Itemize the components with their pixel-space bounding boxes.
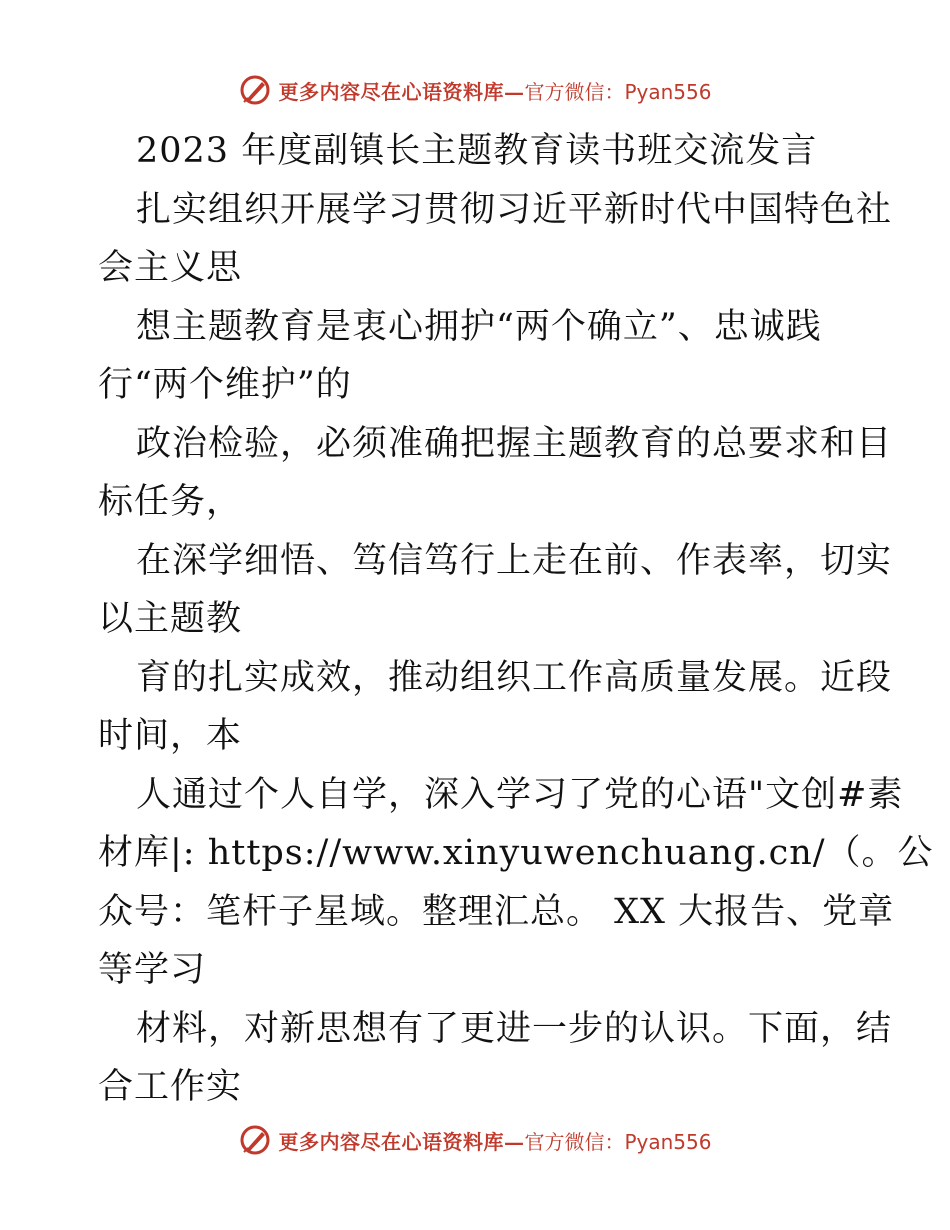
paragraph-line: 扎实组织开展学习贯彻习近平新时代中国特色社 xyxy=(136,189,893,230)
paragraph-line: 在深学细悟、笃信笃行上走在前、作表率，切实 xyxy=(136,540,893,581)
document-title: 2023 年度副镇长主题教育读书班交流发言 xyxy=(136,131,818,171)
paragraph-line: 材库|: https://www.xinyuwenchuang.cn/（。公 xyxy=(98,833,934,873)
paragraph-line: 想主题教育是衷心拥护“两个确立”、忠诚践 xyxy=(136,306,822,347)
paragraph-line: 合工作实 xyxy=(98,1067,243,1107)
paragraph-line: 众号：笔杆子星域。整理汇总。 XX 大报告、党章 xyxy=(98,891,895,932)
banner-main-text: 更多内容尽在心语资料库— xyxy=(278,1129,525,1154)
footer-watermark-banner xyxy=(0,1120,950,1160)
paragraph-line: 标任务， xyxy=(98,482,243,522)
paragraph-line: 材料，对新思想有了更进一步的认识。下面，结 xyxy=(136,1008,893,1049)
paragraph-line: 育的扎实成效，推动组织工作高质量发展。近段 xyxy=(136,657,893,698)
paragraph-line: 行“两个维护”的 xyxy=(98,365,352,405)
banner-main-text: 更多内容尽在心语资料库— xyxy=(278,79,525,104)
banner-wechat-text: 官方微信：Pyan556 xyxy=(524,79,712,104)
paragraph-line: 人通过个人自学，深入学习了党的心语"文创#素 xyxy=(136,774,904,815)
quill-pen-logo-icon xyxy=(238,73,272,107)
paragraph-line: 以主题教 xyxy=(98,599,243,639)
quill-pen-logo-icon xyxy=(238,1123,272,1157)
header-watermark-banner xyxy=(0,70,950,110)
document-body xyxy=(98,122,934,1117)
banner-wechat-text: 官方微信：Pyan556 xyxy=(524,1129,712,1154)
paragraph-line: 会主义思 xyxy=(98,248,243,288)
paragraph-line: 政治检验，必须准确把握主题教育的总要求和目 xyxy=(136,423,893,464)
paragraph-line: 等学习 xyxy=(98,950,207,990)
paragraph-line: 时间，本 xyxy=(98,716,243,756)
